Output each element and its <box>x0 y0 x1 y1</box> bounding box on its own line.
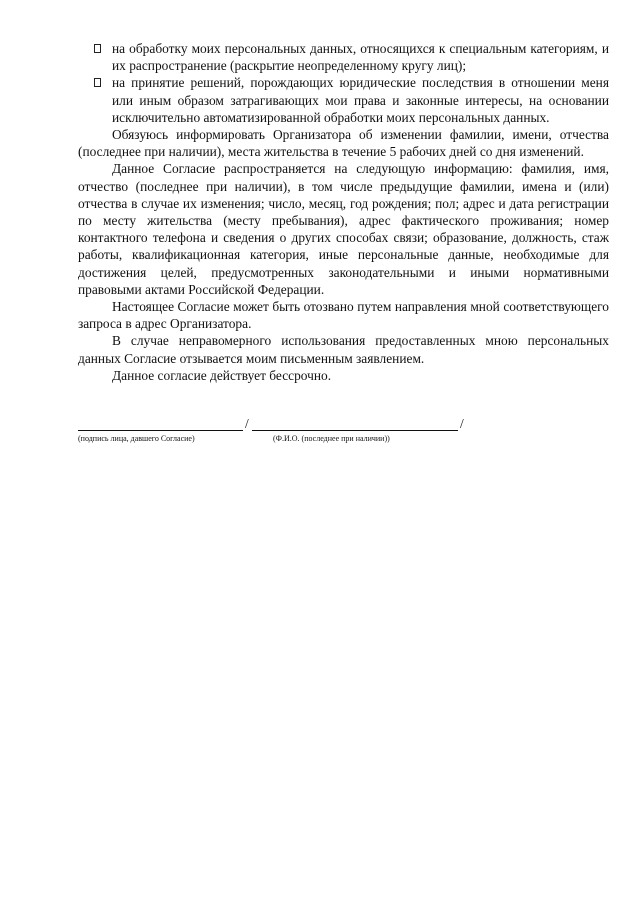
signature-caption: (подпись лица, давшего Согласие) <box>78 434 195 444</box>
separator-slash: / <box>245 416 249 432</box>
checkbox-icon <box>94 78 101 87</box>
list-item-text: на обработку моих персональных данных, относящихся к специальным категориям, и их распространение (раскрытие неопределенному кругу лиц); <box>112 41 609 74</box>
paragraph: Данное Согласие распространяется на следующую информацию: фамилия, имя, отчество (последнее при наличии), в том числе предыдущие фамилии, имена и (или) отчества в случае их изменения; число, месяц, год рождения; пол; адрес и дата регистрации по месту жительства (месту пребывания), адрес фактического проживания; номер контактного телефона и сведения о других способах связи; образование, должность, стаж работы, квалификационная категория, иные персональные данные, необходимые для достижения целей, предусмотренных законодательными и иными нормативными правовыми актами Российской Федерации. <box>78 161 609 297</box>
paragraph: В случае неправомерного использования предоставленных мною персональных данных Согласие отзывается моим письменным заявлением. <box>78 333 609 366</box>
paragraph: Данное согласие действует бессрочно. <box>112 367 332 383</box>
name-caption: (Ф.И.О. (последнее при наличии)) <box>273 434 390 444</box>
separator-slash: / <box>460 416 464 432</box>
signature-line <box>78 418 243 431</box>
paragraph: Обязуюсь информировать Организатора об изменении фамилии, имени, отчества (последнее при наличии), места жительства в течение 5 рабочих дней со дня изменений. <box>78 127 609 160</box>
list-item <box>78 40 609 74</box>
name-line <box>252 418 458 431</box>
list-item-text: на принятие решений, порождающих юридические последствия в отношении меня или иным образом затрагивающих мои права и законные интересы, на основании исключительно автоматизированной обработки моих персональных данных. <box>112 75 609 125</box>
checkbox-icon <box>94 44 101 53</box>
signature-block <box>78 418 609 432</box>
list-item <box>78 74 609 126</box>
document-page <box>78 40 609 446</box>
signature-captions <box>78 434 609 446</box>
paragraph: Настоящее Согласие может быть отозвано путем направления мной соответствующего запроса в адрес Организатора. <box>78 299 609 332</box>
